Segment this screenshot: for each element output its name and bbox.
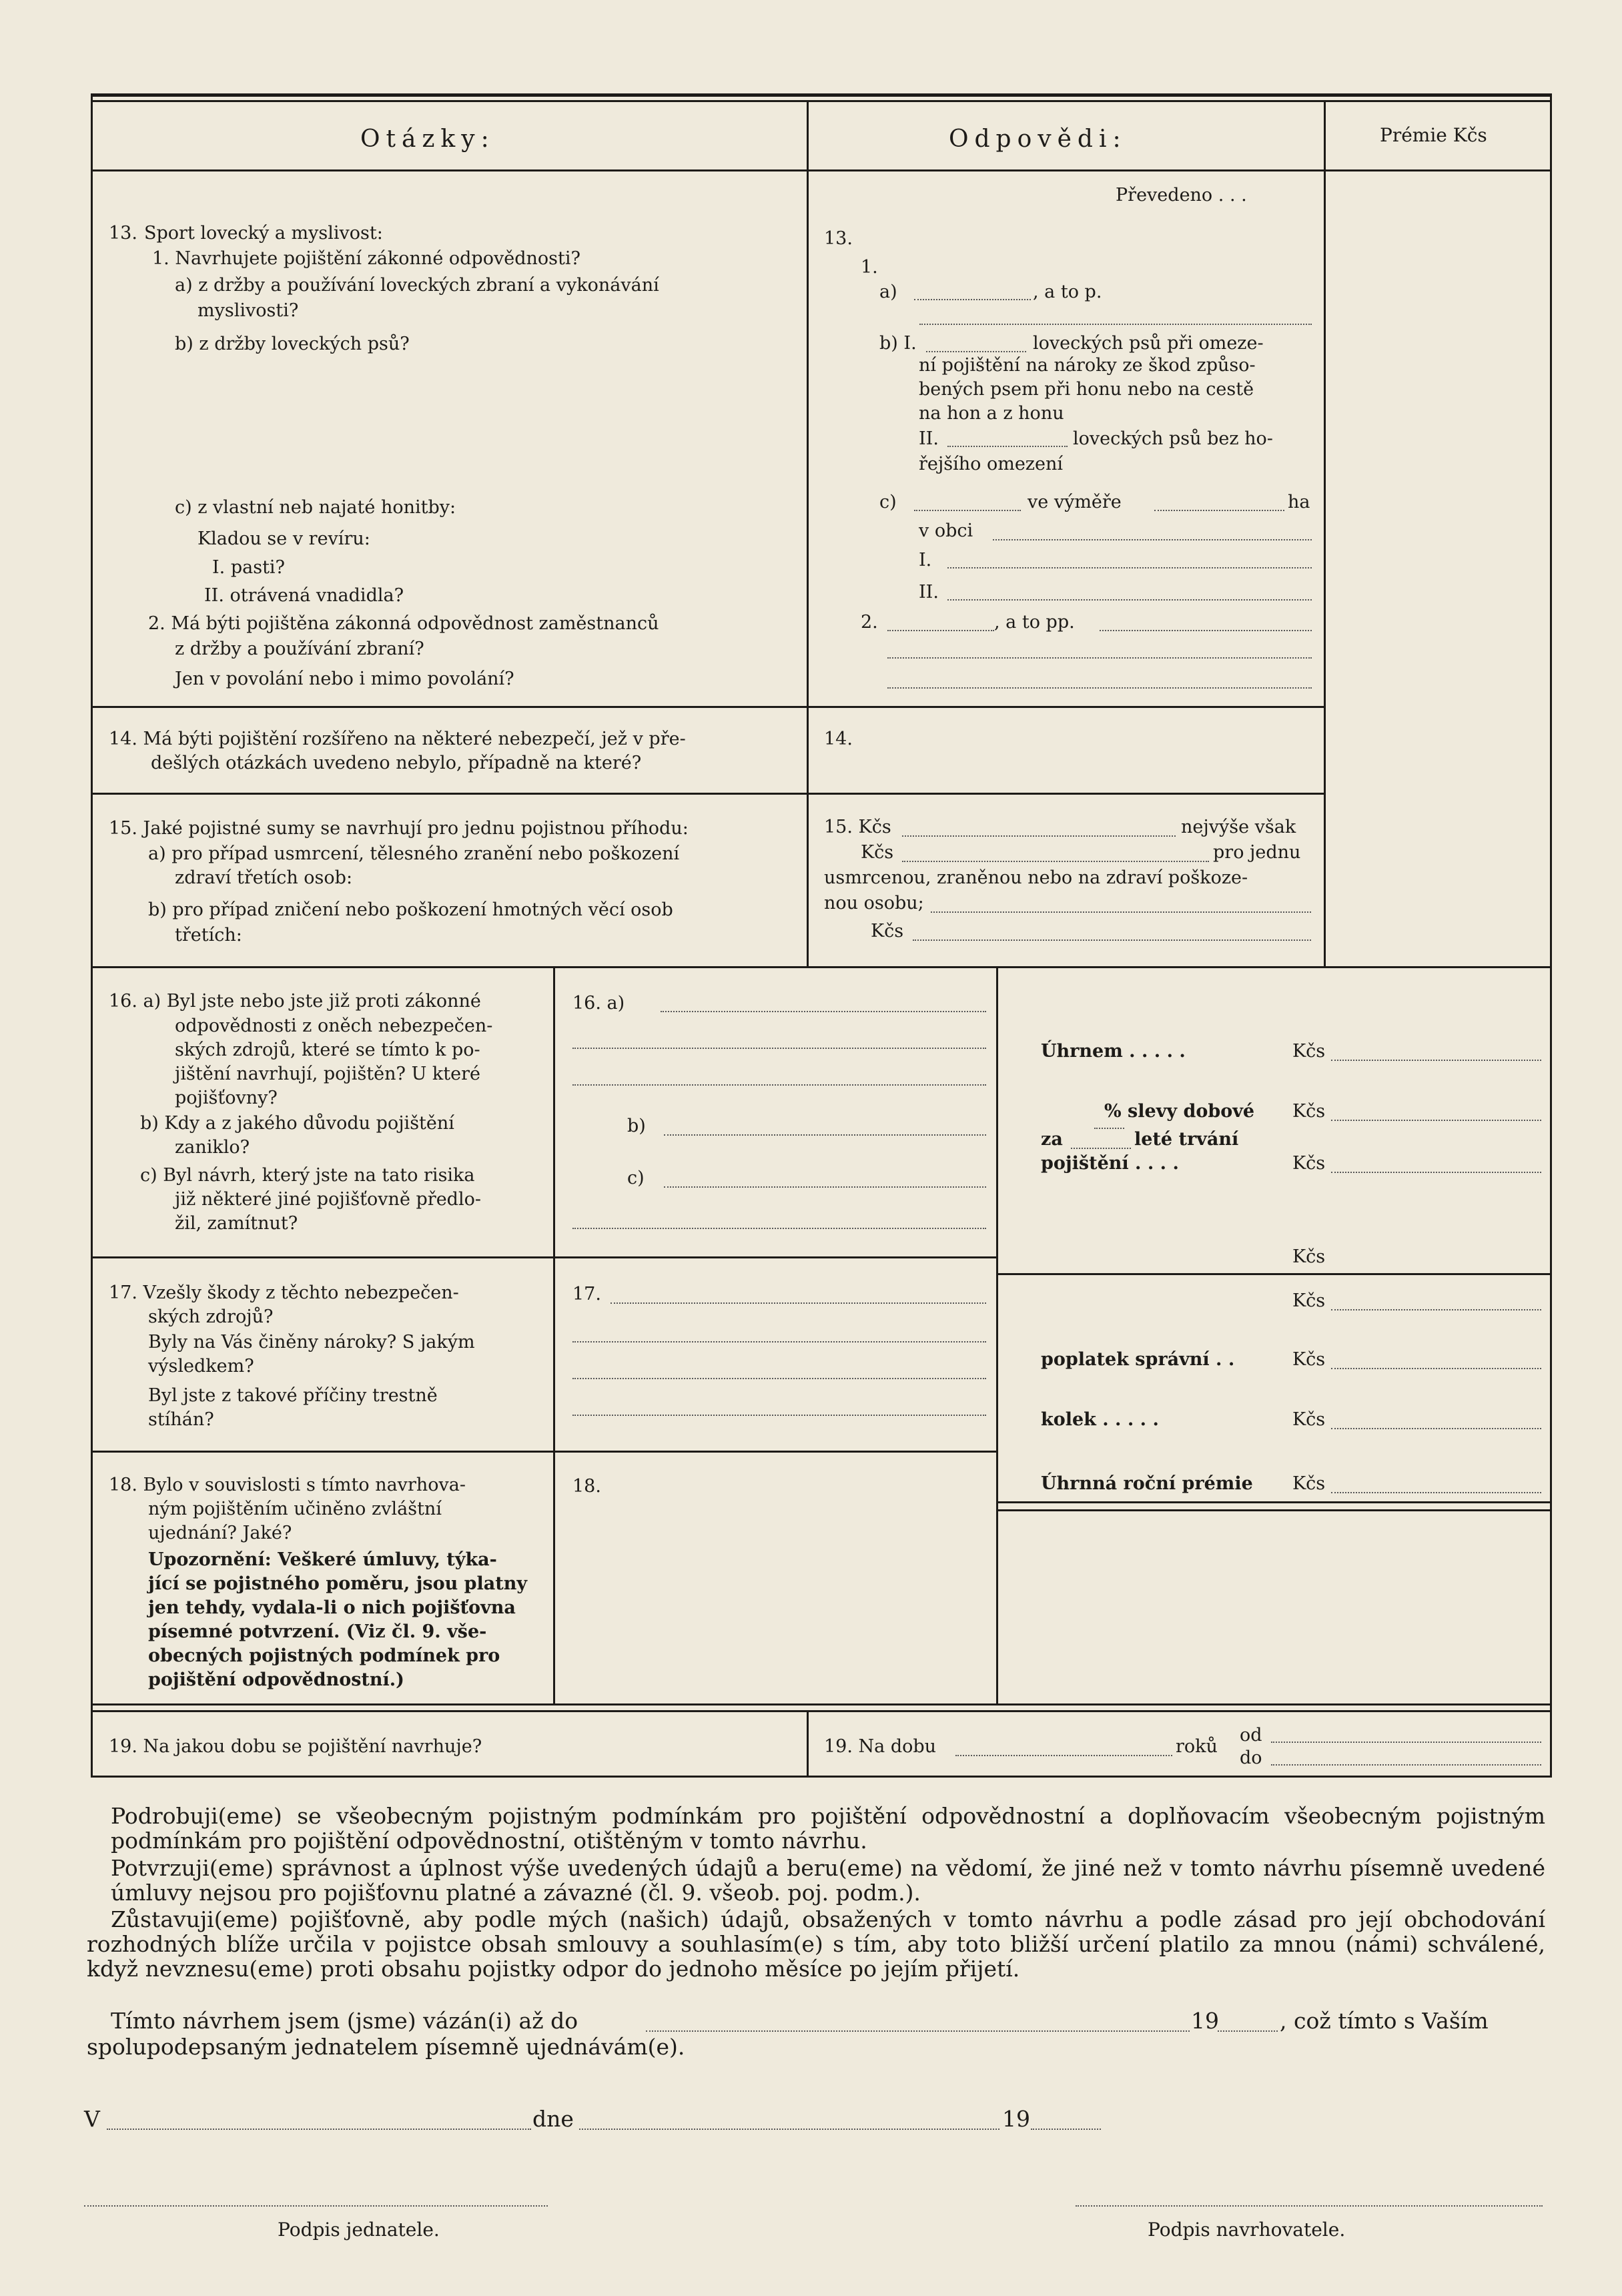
q13-line: Kladou se v revíru:: [197, 528, 370, 549]
calc-col-divider: [996, 966, 998, 1705]
right-border: [1550, 93, 1552, 1778]
q16-line: jištění navrhují, pojištěn? U které: [175, 1064, 480, 1084]
a15-line: 15. Kčs: [824, 817, 891, 837]
a13-b4: na hon a z honu: [919, 403, 1064, 424]
calc-za: za: [1041, 1129, 1063, 1150]
answer-field[interactable]: [572, 1378, 986, 1379]
answer-field[interactable]: [572, 1228, 986, 1229]
top-rule-2: [91, 100, 1552, 102]
a19-label: 19. Na dobu: [824, 1736, 937, 1757]
row-rule-16: [91, 1256, 998, 1258]
calc-kcs: Kčs: [1292, 1246, 1326, 1267]
premium-field[interactable]: [1331, 1428, 1541, 1429]
calc-kcs: Kčs: [1292, 1349, 1326, 1370]
binding-text-d: spolupodepsaným jednatelem písemně ujednávám(e).: [87, 2034, 685, 2060]
answer-field[interactable]: [947, 446, 1068, 447]
q15-line: b) pro případ zničení nebo poškození hmotných věcí osob: [148, 899, 673, 920]
q13-line: 2. Má býti pojištěna zákonná odpovědnost zaměstnanců: [148, 613, 659, 634]
q17-line: ských zdrojů?: [148, 1306, 274, 1327]
q17-line: 17. Vzešly škody z těchto nebezpečen-: [109, 1282, 459, 1303]
premium-field[interactable]: [1094, 1128, 1124, 1129]
calc-kcs: Kčs: [1292, 1473, 1326, 1494]
answer-field[interactable]: [572, 1048, 986, 1049]
answer-field[interactable]: [664, 1186, 986, 1188]
premium-field[interactable]: [1071, 1148, 1131, 1149]
row-rule-17: [91, 1451, 998, 1453]
date-from-field[interactable]: [1271, 1742, 1541, 1743]
q13-line: II. otrávená vnadidla?: [204, 585, 404, 606]
q14-line: dešlých otázkách uvedeno nebylo, případně na které?: [151, 753, 642, 773]
answer-field[interactable]: [611, 1302, 986, 1304]
a19-to: do: [1240, 1748, 1262, 1768]
date-to-field[interactable]: [1271, 1764, 1541, 1766]
calc-kcs: Kčs: [1292, 1153, 1326, 1174]
q16-line: pojišťovny?: [175, 1088, 278, 1108]
applicant-signature-line[interactable]: [1076, 2205, 1543, 2207]
answer-field[interactable]: [931, 911, 1311, 913]
a14-number: 14.: [824, 729, 853, 749]
year-label: 19: [1002, 2106, 1030, 2132]
q13-line: z držby a používání zbraní?: [175, 639, 424, 659]
a19-years: roků: [1176, 1736, 1218, 1757]
a15-line: nejvýše však: [1181, 817, 1296, 837]
a16-c: c): [627, 1168, 645, 1188]
declaration-2: [111, 1856, 1545, 1905]
a13-a: a): [879, 282, 897, 302]
declaration-3: [87, 1907, 1545, 1981]
a13-c-tail: ha: [1288, 492, 1310, 512]
top-rule: [91, 93, 1552, 97]
calc-fee-label: poplatek správní . .: [1041, 1349, 1235, 1370]
premium-col-divider: [1324, 100, 1326, 968]
a18-number: 18.: [572, 1476, 601, 1497]
a13-c: c): [879, 492, 897, 512]
a13-ii: II.: [919, 582, 939, 603]
q16-line: zaniklo?: [175, 1137, 250, 1158]
premium-field[interactable]: [1331, 1172, 1541, 1173]
answers-header: Odpovědi:: [949, 125, 1127, 153]
answer-field[interactable]: [1100, 630, 1312, 631]
q16-line: c) Byl návrh, který jste na tato risika: [140, 1165, 475, 1186]
answer-field[interactable]: [572, 1341, 986, 1343]
q15-line: 15. Jaké pojistné sumy se navrhují pro jednu pojistnou příhodu:: [109, 818, 689, 839]
row-rule-18b: [91, 1710, 1552, 1712]
q13-line: I. pasti?: [212, 557, 286, 578]
place-label: V: [84, 2106, 100, 2132]
row-rule-18: [91, 1703, 1552, 1705]
q16-line: 16. a) Byl jste nebo jste již proti zákonné: [109, 991, 481, 1012]
premium-header: Prémie Kčs: [1380, 124, 1487, 146]
col-divider-19: [807, 1710, 809, 1777]
answer-field[interactable]: [887, 630, 994, 631]
left-border: [91, 93, 93, 1778]
agent-signature-label: Podpis jednatele.: [278, 2219, 440, 2241]
applicant-signature-label: Podpis navrhovatele.: [1148, 2219, 1346, 2241]
q13-line: b) z držby loveckých psů?: [175, 334, 410, 354]
q16-line: b) Kdy a z jakého důvodu pojištění: [140, 1113, 454, 1134]
header-bottom-rule: [91, 169, 1552, 171]
answer-field[interactable]: [664, 1134, 986, 1136]
calc-kcs: Kčs: [1292, 1041, 1326, 1062]
a13-b1: b) I.: [879, 333, 917, 354]
q14-line: 14. Má býti pojištění rozšířeno na některé nebezpečí, jež v pře-: [109, 729, 686, 749]
answer-field[interactable]: [902, 835, 1176, 837]
answer-field[interactable]: [926, 351, 1026, 352]
row-rule-13: [91, 706, 1326, 708]
declaration-text: Podrobuji(eme) se všeobecným pojistným podmínkám pro pojištění odpovědnostní a doplňovacím všeobecným pojistným podmínkám pro pojištění odpovědnostní, otištěným v tomto návrhu.: [111, 1803, 1545, 1854]
q18-line: 18. Bylo v souvislosti s tímto navrhova-: [109, 1475, 466, 1495]
binding-text-c: , což tímto s Vaším: [1280, 2008, 1489, 2034]
questions-header: Otázky:: [360, 125, 495, 153]
answer-field[interactable]: [572, 1415, 986, 1416]
q13-line: a) z držby a používání loveckých zbraní a vykonávání: [175, 275, 659, 296]
q16-line: žil, zamítnut?: [175, 1213, 298, 1234]
premium-field[interactable]: [1331, 1309, 1541, 1310]
duration-field[interactable]: [955, 1755, 1172, 1756]
col-divider-mid: [553, 966, 555, 1705]
a13-a-tail: , a to p.: [1033, 282, 1102, 302]
calc-discount-label: % slevy dobové: [1104, 1101, 1255, 1122]
year-field[interactable]: [1031, 2129, 1101, 2130]
a13-number: 13.: [824, 228, 853, 249]
premium-field[interactable]: [1331, 1060, 1541, 1061]
calc-rule-1: [996, 1273, 1552, 1275]
row-rule-14: [91, 793, 1326, 795]
a13-obci: v obci: [919, 520, 973, 541]
a15-line: usmrcenou, zraněnou nebo na zdraví poškoze-: [824, 867, 1248, 888]
a13-i: I.: [919, 550, 932, 570]
agent-signature-line[interactable]: [84, 2205, 548, 2207]
a13-c-mid: ve výměře: [1028, 492, 1122, 512]
answer-field[interactable]: [947, 567, 1312, 568]
q16-line: odpovědnosti z oněch nebezpečen-: [175, 1016, 493, 1036]
calc-rule-3: [996, 1509, 1552, 1511]
calc-kcs: Kčs: [1292, 1409, 1326, 1430]
q16-line: již některé jiné pojišťovně předlo-: [175, 1189, 481, 1210]
answer-field[interactable]: [993, 539, 1312, 540]
binding-text-a: Tímto návrhem jsem (jsme) vázán(i) až do: [111, 2008, 578, 2034]
answer-field[interactable]: [1154, 510, 1284, 511]
carried-forward-label: Převedeno . . .: [1116, 185, 1247, 206]
answer-field[interactable]: [902, 861, 1209, 862]
q15-line: třetích:: [175, 925, 242, 945]
q18-line: jen tehdy, vydala-li o nich pojišťovna: [148, 1597, 516, 1618]
row-rule-15: [91, 966, 1552, 968]
answer-field[interactable]: [572, 1084, 986, 1086]
answer-field[interactable]: [661, 1011, 986, 1012]
q18-line: ným pojištěním učiněno zvláštní: [148, 1499, 442, 1519]
q13-line: c) z vlastní neb najaté honitby:: [175, 497, 456, 518]
a13-n2-tail: , a to pp.: [994, 612, 1075, 633]
declaration-text: Potvrzuji(eme) správnost a úplnost výše uvedených údajů a beru(eme) na vědomí, že jiné než v tomto návrhu písemně uvedené úmluvy nejsou pro pojišťovnu platné a závazné (čl. 9. všeob. poj. podm.).: [111, 1855, 1545, 1906]
a16-b: b): [627, 1116, 646, 1136]
calc-rule-2: [996, 1501, 1552, 1503]
calc-insurance-label: pojištění . . . .: [1041, 1153, 1179, 1174]
a16-a: 16. a): [572, 993, 625, 1014]
a13-b6: řejšího omezení: [919, 454, 1064, 474]
q15-line: zdraví třetích osob:: [175, 867, 353, 888]
a13-b5: II.: [919, 428, 939, 449]
calc-kcs: Kčs: [1292, 1101, 1326, 1122]
a13-n2: 2.: [861, 612, 878, 633]
premium-field[interactable]: [1331, 1492, 1541, 1493]
q17-line: výsledkem?: [148, 1356, 254, 1377]
q17-line: Byl jste z takové příčiny trestně: [148, 1385, 438, 1406]
a15-line: Kčs: [871, 921, 904, 941]
q18-line: obecných pojistných podmínek pro: [148, 1645, 500, 1666]
q18-line: písemné potvrzení. (Viz čl. 9. vše-: [148, 1621, 487, 1642]
place-field[interactable]: [107, 2129, 531, 2130]
answer-field[interactable]: [914, 299, 1031, 300]
a13-b2: ní pojištění na nároky ze škod způso-: [919, 355, 1256, 376]
binding-year-field[interactable]: [1218, 2030, 1278, 2032]
declaration-text: Zůstavuji(eme) pojišťovně, aby podle mých (našich) údajů, obsažených v tomto návrhu a podle zásad pro její obchodování rozhodných blíže určila v pojistce obsah smlouvy a souhlasím(e) s tím, aby toto bližší určení platilo za mnou (námi) schválené, když nevznesu(eme) proti obsahu pojistky odpor do jednoho měsíce po jejím přijetí.: [87, 1906, 1545, 1982]
q19-question: 19. Na jakou dobu se pojištění navrhuje?: [109, 1736, 482, 1757]
q17-line: Byly na Vás činěny nároky? S jakým: [148, 1332, 475, 1353]
date-field[interactable]: [579, 2129, 999, 2130]
q18-line: pojištění odpovědnostní.): [148, 1669, 404, 1690]
col-divider-top: [807, 100, 809, 968]
a13-b3: bených psem při honu nebo na cestě: [919, 379, 1254, 400]
q18-line: ujednání? Jaké?: [148, 1523, 292, 1543]
calc-stamp-label: kolek . . . . .: [1041, 1409, 1159, 1430]
answer-field[interactable]: [947, 599, 1312, 601]
answer-field[interactable]: [914, 510, 1021, 511]
a13-n1: 1.: [861, 257, 878, 278]
binding-date-field[interactable]: [646, 2030, 1190, 2032]
calc-years-label: leté trvání: [1134, 1129, 1239, 1150]
calc-kcs: Kčs: [1292, 1290, 1326, 1311]
a15-line: pro jednu: [1213, 842, 1301, 863]
answer-field[interactable]: [919, 324, 1312, 325]
q15-line: a) pro případ usmrcení, tělesného zranění nebo poškození: [148, 843, 680, 864]
q18-line: Upozornění: Veškeré úmluvy, týka-: [148, 1549, 497, 1570]
calc-total-label: Úhrnem . . . . .: [1041, 1041, 1186, 1062]
bottom-rule: [91, 1776, 1552, 1778]
q13-line: myslivosti?: [197, 300, 299, 321]
a15-line: nou osobu;: [824, 893, 924, 913]
q18-line: jící se pojistného poměru, jsou platny: [148, 1573, 528, 1594]
q13-number: 13.: [109, 223, 137, 244]
q17-line: stíhán?: [148, 1409, 214, 1430]
q16-line: ských zdrojů, které se tímto k po-: [175, 1040, 480, 1060]
a19-from: od: [1240, 1725, 1262, 1746]
q13-line: 1. Navrhujete pojištění zákonné odpovědnosti?: [152, 248, 580, 269]
a13-b5-tail: loveckých psů bez ho-: [1073, 428, 1273, 449]
a13-b1-tail: loveckých psů při omeze-: [1033, 333, 1264, 354]
date-label: dne: [532, 2106, 574, 2132]
declaration-1: [111, 1804, 1545, 1853]
a15-line: Kčs: [861, 842, 894, 863]
answer-field[interactable]: [887, 657, 1312, 659]
answer-field[interactable]: [887, 687, 1312, 689]
answer-field[interactable]: [913, 939, 1311, 941]
premium-field[interactable]: [1331, 1368, 1541, 1369]
calc-annual-label: Úhrnná roční prémie: [1041, 1473, 1253, 1494]
a17-number: 17.: [572, 1284, 601, 1304]
premium-field[interactable]: [1331, 1120, 1541, 1121]
binding-text-b: 19: [1191, 2008, 1219, 2034]
q13-title: Sport lovecký a myslivost:: [144, 223, 383, 244]
q13-line: Jen v povolání nebo i mimo povolání?: [175, 669, 514, 689]
